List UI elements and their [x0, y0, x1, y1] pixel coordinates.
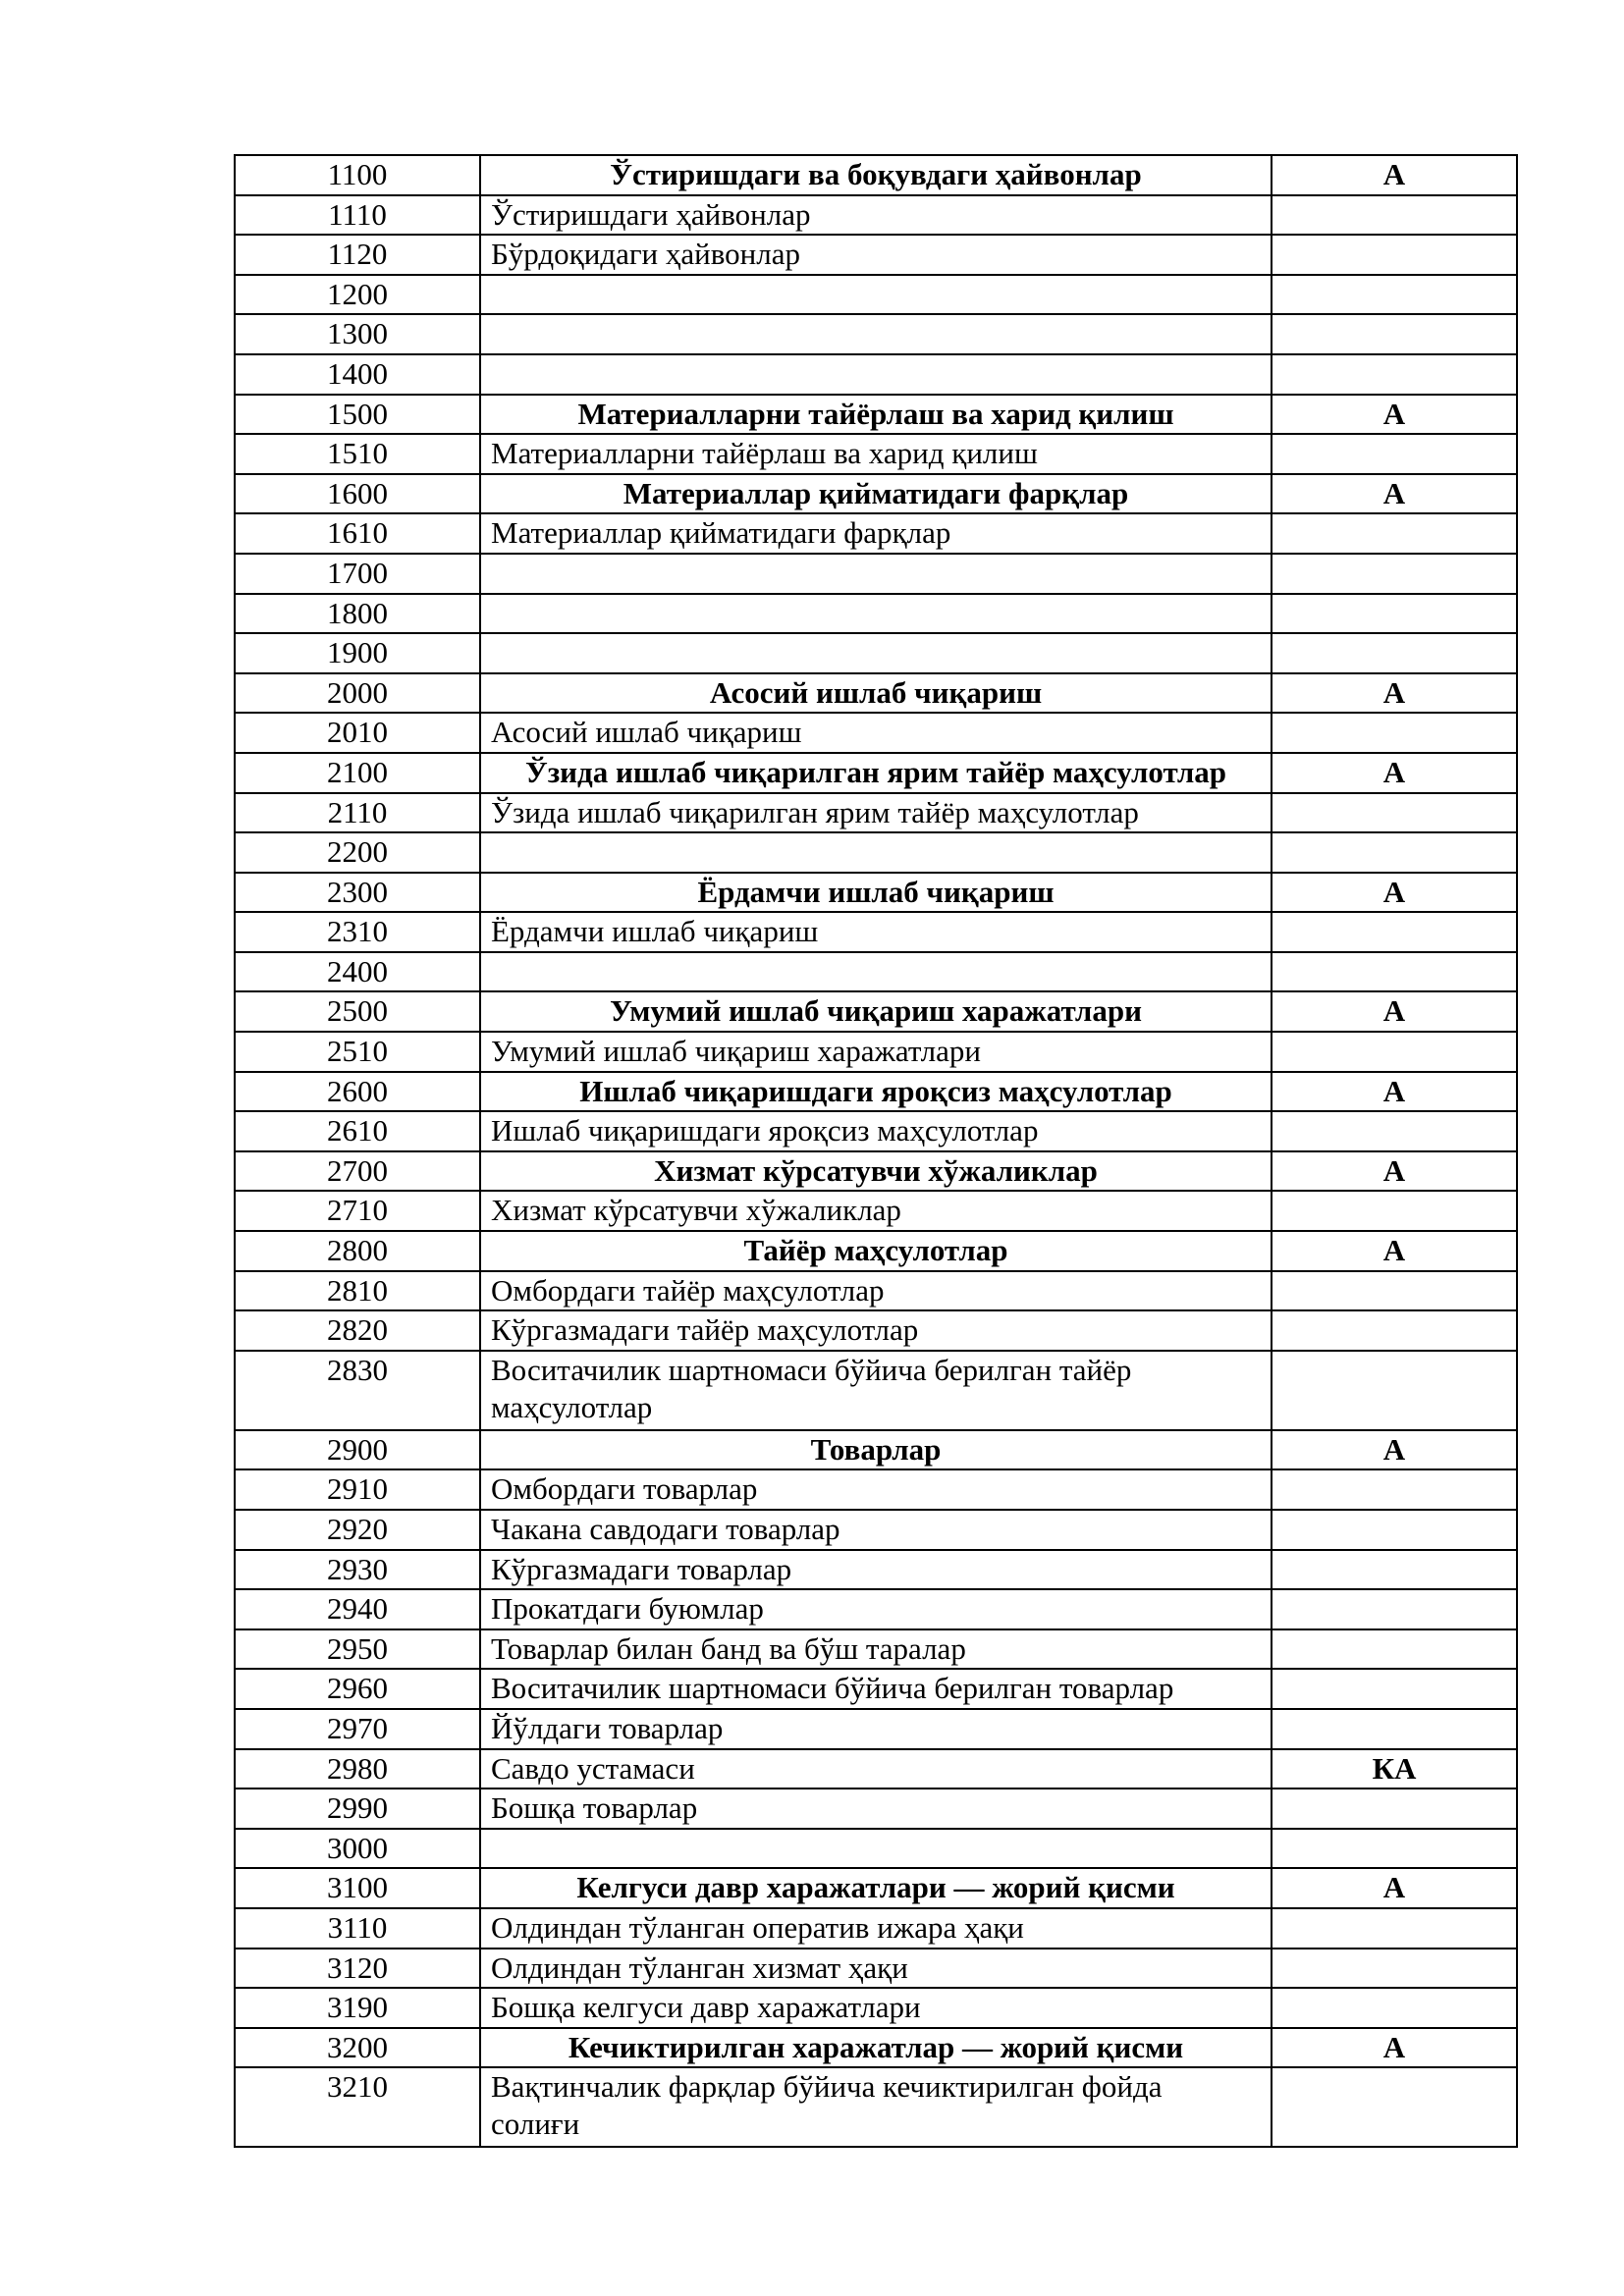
account-code-cell: 1700: [235, 554, 480, 594]
account-type-cell: [1272, 793, 1517, 833]
account-code-cell: 2610: [235, 1111, 480, 1151]
table-row: [235, 2067, 1517, 2147]
table-row: [235, 354, 1517, 395]
table-row: [235, 952, 1517, 992]
table-row: [235, 1868, 1517, 1908]
table-row: [235, 1351, 1517, 1430]
account-code-cell: 2920: [235, 1510, 480, 1550]
table-row: [235, 2028, 1517, 2068]
account-type-cell: А: [1272, 395, 1517, 435]
account-group-title-cell: Материалларни тайёрлаш ва харид қилиш: [480, 395, 1272, 435]
account-code-cell: 1600: [235, 474, 480, 514]
account-type-cell: [1272, 633, 1517, 673]
account-type-cell: [1272, 235, 1517, 275]
account-code-cell: 2910: [235, 1469, 480, 1510]
account-group-title-cell: Материаллар қийматидаги фарқлар: [480, 474, 1272, 514]
account-name-cell: [480, 1351, 1272, 1430]
account-group-title-cell: Ўстиришдаги ва боқувдаги ҳайвонлар: [480, 155, 1272, 195]
table-row: [235, 1949, 1517, 1989]
account-code-cell: 3110: [235, 1908, 480, 1949]
account-code-cell: 2710: [235, 1191, 480, 1231]
account-type-cell: [1272, 1469, 1517, 1510]
account-name-cell: [480, 633, 1272, 673]
table-row: [235, 594, 1517, 634]
account-code-cell: 1300: [235, 314, 480, 354]
table-row: [235, 832, 1517, 873]
account-name-cell: Савдо устамаси: [480, 1749, 1272, 1789]
account-name-cell: Прокатдаги буюмлар: [480, 1589, 1272, 1629]
table-row: [235, 474, 1517, 514]
table-row: [235, 155, 1517, 195]
account-type-cell: [1272, 354, 1517, 395]
table-row: [235, 1709, 1517, 1749]
account-code-cell: 3100: [235, 1868, 480, 1908]
account-group-title-cell: Умумий ишлаб чиқариш харажатлари: [480, 991, 1272, 1032]
account-code-cell: 2930: [235, 1550, 480, 1590]
account-name-cell: Бўрдоқидаги ҳайвонлар: [480, 235, 1272, 275]
table-row: [235, 713, 1517, 753]
account-type-cell: А: [1272, 1868, 1517, 1908]
account-name-cell: Воситачилик шартномаси бўйича берилган товарлар: [480, 1669, 1272, 1709]
account-name-cell: [480, 554, 1272, 594]
account-code-cell: 2830: [235, 1351, 480, 1430]
account-name-cell: [480, 314, 1272, 354]
account-type-cell: [1272, 1550, 1517, 1590]
table-row: [235, 195, 1517, 236]
account-name-line: солиғи: [491, 2107, 580, 2142]
chart-of-accounts-table: [234, 154, 1518, 2148]
account-name-cell: Кўргазмадаги товарлар: [480, 1550, 1272, 1590]
table-row: [235, 1469, 1517, 1510]
account-code-cell: 3190: [235, 1988, 480, 2028]
table-row: [235, 1988, 1517, 2028]
account-code-cell: 1510: [235, 434, 480, 474]
account-type-cell: А: [1272, 873, 1517, 913]
account-type-cell: [1272, 1191, 1517, 1231]
account-code-cell: 2500: [235, 991, 480, 1032]
account-code-cell: 2700: [235, 1151, 480, 1192]
table-row: [235, 1669, 1517, 1709]
account-code-cell: 1500: [235, 395, 480, 435]
account-name-cell: Омбордаги тайёр маҳсулотлар: [480, 1271, 1272, 1311]
account-name-cell: Материалларни тайёрлаш ва харид қилиш: [480, 434, 1272, 474]
account-name-cell: Хизмат кўрсатувчи хўжаликлар: [480, 1191, 1272, 1231]
account-name-line: Вақтинчалик фарқлар бўйича кечиктирилган фойда: [491, 2069, 1163, 2105]
account-type-cell: А: [1272, 1430, 1517, 1470]
account-type-cell: А: [1272, 1072, 1517, 1112]
account-type-cell: А: [1272, 1231, 1517, 1271]
account-code-cell: 2200: [235, 832, 480, 873]
account-code-cell: 2970: [235, 1709, 480, 1749]
account-name-cell: Ўзида ишлаб чиқарилган ярим тайёр маҳсулотлар: [480, 793, 1272, 833]
table-row: [235, 1510, 1517, 1550]
account-code-cell: 1200: [235, 275, 480, 315]
table-body: [235, 155, 1517, 2147]
account-type-cell: [1272, 314, 1517, 354]
account-code-cell: 2980: [235, 1749, 480, 1789]
account-type-cell: [1272, 1988, 1517, 2028]
table-row: [235, 1231, 1517, 1271]
account-type-cell: [1272, 1510, 1517, 1550]
account-type-cell: [1272, 1629, 1517, 1670]
account-code-cell: 2110: [235, 793, 480, 833]
account-type-cell: [1272, 1310, 1517, 1351]
table-row: [235, 314, 1517, 354]
account-code-cell: 2810: [235, 1271, 480, 1311]
account-name-cell: [480, 275, 1272, 315]
account-code-cell: 2820: [235, 1310, 480, 1351]
account-type-cell: А: [1272, 155, 1517, 195]
account-type-cell: [1272, 554, 1517, 594]
account-type-cell: [1272, 1271, 1517, 1311]
account-code-cell: 2000: [235, 673, 480, 714]
account-code-cell: 1110: [235, 195, 480, 236]
account-code-cell: 2310: [235, 912, 480, 952]
table-row: [235, 633, 1517, 673]
account-group-title-cell: Ёрдамчи ишлаб чиқариш: [480, 873, 1272, 913]
account-type-cell: А: [1272, 991, 1517, 1032]
account-type-cell: [1272, 594, 1517, 634]
account-code-cell: 1400: [235, 354, 480, 395]
account-type-cell: [1272, 434, 1517, 474]
account-code-cell: 2600: [235, 1072, 480, 1112]
account-type-cell: [1272, 2067, 1517, 2147]
account-name-cell: [480, 594, 1272, 634]
account-code-cell: 3120: [235, 1949, 480, 1989]
account-name-cell: Ўстиришдаги ҳайвонлар: [480, 195, 1272, 236]
account-code-cell: 1800: [235, 594, 480, 634]
account-type-cell: А: [1272, 1151, 1517, 1192]
account-code-cell: 2510: [235, 1032, 480, 1072]
account-type-cell: КА: [1272, 1749, 1517, 1789]
account-name-cell: [480, 354, 1272, 395]
account-group-title-cell: Хизмат кўрсатувчи хўжаликлар: [480, 1151, 1272, 1192]
account-name-cell: Ёрдамчи ишлаб чиқариш: [480, 912, 1272, 952]
table-row: [235, 1589, 1517, 1629]
table-row: [235, 395, 1517, 435]
account-code-cell: 2800: [235, 1231, 480, 1271]
account-code-cell: 2300: [235, 873, 480, 913]
table-row: [235, 1908, 1517, 1949]
table-row: [235, 513, 1517, 554]
account-code-cell: 2900: [235, 1430, 480, 1470]
account-name-cell: Асосий ишлаб чиқариш: [480, 713, 1272, 753]
account-name-line: маҳсулотлар: [491, 1389, 653, 1424]
account-code-cell: 2010: [235, 713, 480, 753]
account-code-cell: 1120: [235, 235, 480, 275]
table-row: [235, 673, 1517, 714]
account-type-cell: [1272, 195, 1517, 236]
account-code-cell: 2100: [235, 753, 480, 793]
account-code-cell: 3000: [235, 1829, 480, 1869]
table-row: [235, 793, 1517, 833]
table-row: [235, 1191, 1517, 1231]
account-group-title-cell: Ўзида ишлаб чиқарилган ярим тайёр маҳсулотлар: [480, 753, 1272, 793]
table-row: [235, 1151, 1517, 1192]
account-code-cell: 2990: [235, 1789, 480, 1829]
account-group-title-cell: Тайёр маҳсулотлар: [480, 1231, 1272, 1271]
account-type-cell: [1272, 275, 1517, 315]
account-type-cell: [1272, 1669, 1517, 1709]
account-name-cell: [480, 1829, 1272, 1869]
table-row: [235, 912, 1517, 952]
table-row: [235, 873, 1517, 913]
account-name-cell: Йўлдаги товарлар: [480, 1709, 1272, 1749]
account-name-cell: Бошқа келгуси давр харажатлари: [480, 1988, 1272, 2028]
account-group-title-cell: Кечиктирилган харажатлар — жорий қисми: [480, 2028, 1272, 2068]
table-row: [235, 1072, 1517, 1112]
table-row: [235, 1550, 1517, 1590]
account-name-cell: [480, 832, 1272, 873]
account-type-cell: А: [1272, 753, 1517, 793]
account-name-cell: Материаллар қийматидаги фарқлар: [480, 513, 1272, 554]
table-row: [235, 275, 1517, 315]
account-type-cell: [1272, 1908, 1517, 1949]
account-type-cell: А: [1272, 673, 1517, 714]
account-group-title-cell: Келгуси давр харажатлари — жорий қисми: [480, 1868, 1272, 1908]
account-type-cell: [1272, 1949, 1517, 1989]
account-code-cell: 3200: [235, 2028, 480, 2068]
account-type-cell: [1272, 1709, 1517, 1749]
account-type-cell: [1272, 1351, 1517, 1430]
account-name-cell: Олдиндан тўланган оператив ижара ҳақи: [480, 1908, 1272, 1949]
account-type-cell: А: [1272, 2028, 1517, 2068]
account-name-cell: Товарлар билан банд ва бўш таралар: [480, 1629, 1272, 1670]
account-type-cell: [1272, 832, 1517, 873]
table-row: [235, 1111, 1517, 1151]
account-code-cell: 2960: [235, 1669, 480, 1709]
table-row: [235, 753, 1517, 793]
account-code-cell: 1100: [235, 155, 480, 195]
table-row: [235, 1430, 1517, 1470]
account-code-cell: 2400: [235, 952, 480, 992]
account-code-cell: 1900: [235, 633, 480, 673]
account-code-cell: 1610: [235, 513, 480, 554]
account-name-line: Воситачилик шартномаси бўйича берилган тайёр: [491, 1352, 1132, 1387]
account-name-cell: Омбордаги товарлар: [480, 1469, 1272, 1510]
account-name-cell: [480, 952, 1272, 992]
account-type-cell: А: [1272, 474, 1517, 514]
account-type-cell: [1272, 1589, 1517, 1629]
table-row: [235, 1032, 1517, 1072]
table-row: [235, 1829, 1517, 1869]
table-row: [235, 1629, 1517, 1670]
account-name-cell: [480, 2067, 1272, 2147]
account-type-cell: [1272, 513, 1517, 554]
table-row: [235, 1789, 1517, 1829]
account-group-title-cell: Товарлар: [480, 1430, 1272, 1470]
account-type-cell: [1272, 912, 1517, 952]
table-row: [235, 1310, 1517, 1351]
account-type-cell: [1272, 1829, 1517, 1869]
table-row: [235, 434, 1517, 474]
account-type-cell: [1272, 1789, 1517, 1829]
table-row: [235, 1749, 1517, 1789]
account-name-cell: Кўргазмадаги тайёр маҳсулотлар: [480, 1310, 1272, 1351]
account-name-cell: Умумий ишлаб чиқариш харажатлари: [480, 1032, 1272, 1072]
account-code-cell: 3210: [235, 2067, 480, 2147]
account-type-cell: [1272, 1032, 1517, 1072]
account-code-cell: 2940: [235, 1589, 480, 1629]
account-group-title-cell: Асосий ишлаб чиқариш: [480, 673, 1272, 714]
table-row: [235, 1271, 1517, 1311]
table-row: [235, 554, 1517, 594]
table-row: [235, 991, 1517, 1032]
table-row: [235, 235, 1517, 275]
account-group-title-cell: Ишлаб чиқаришдаги яроқсиз маҳсулотлар: [480, 1072, 1272, 1112]
account-type-cell: [1272, 1111, 1517, 1151]
account-type-cell: [1272, 952, 1517, 992]
account-code-cell: 2950: [235, 1629, 480, 1670]
account-name-cell: Ишлаб чиқаришдаги яроқсиз маҳсулотлар: [480, 1111, 1272, 1151]
account-type-cell: [1272, 713, 1517, 753]
account-name-cell: Чакана савдодаги товарлар: [480, 1510, 1272, 1550]
account-name-cell: Олдиндан тўланган хизмат ҳақи: [480, 1949, 1272, 1989]
account-name-cell: Бошқа товарлар: [480, 1789, 1272, 1829]
